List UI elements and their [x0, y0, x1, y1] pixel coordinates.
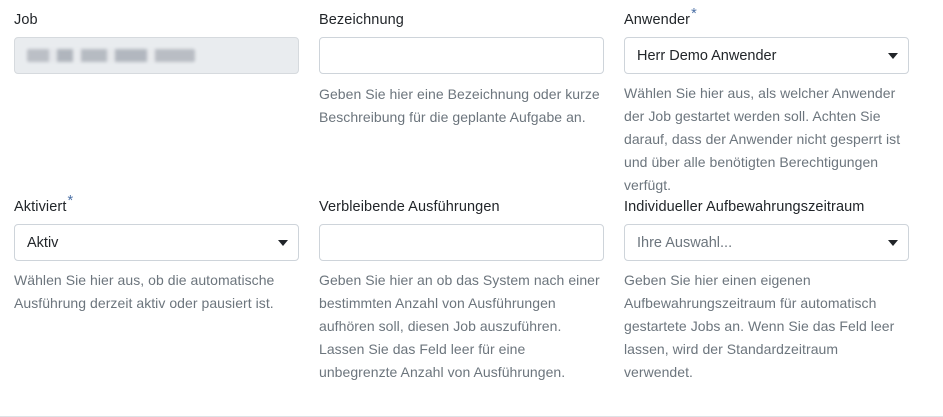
field-group-anwender [624, 6, 929, 197]
verbleibende-ausfuehrungen-input[interactable] [319, 224, 604, 261]
label-verbleibende-ausfuehrungen: Verbleibende Ausführungen [319, 199, 500, 215]
aufbewahrungszeitraum-select[interactable] [624, 224, 909, 261]
chevron-down-icon [278, 240, 288, 246]
help-aktiviert: Wählen Sie hier aus, ob die automatische Ausführung derzeit aktiv oder pausiert ist. [14, 272, 275, 311]
aktiviert-selected-value: Aktiv [27, 234, 59, 251]
chevron-down-icon [888, 53, 898, 59]
label-aufbewahrungszeitraum: Individueller Aufbewahrungszeitraum [624, 199, 865, 215]
required-marker-aktiviert: * [67, 193, 74, 210]
field-group-aktiviert [14, 193, 319, 384]
label-anwender [624, 6, 929, 30]
help-aufbewahrungszeitraum: Geben Sie hier einen eigenen Aufbewahrungszeitraum für automatisch gestartete Jobs an. Wenn Sie das Feld leer lassen, wird der Standardzeitraum verwendet. [624, 272, 895, 380]
form-row-2 [14, 193, 929, 384]
aufbewahrungszeitraum-selected-value: Ihre Auswahl... [637, 234, 733, 251]
anwender-selected-value: Herr Demo Anwender [637, 47, 777, 64]
field-group-verbleibende-ausfuehrungen [319, 197, 624, 384]
redacted-job-value [27, 49, 195, 62]
label-bezeichnung: Bezeichnung [319, 12, 404, 28]
aktiviert-select[interactable] [14, 224, 299, 261]
required-marker-anwender: * [691, 6, 697, 23]
field-group-job [14, 10, 319, 197]
chevron-down-icon [888, 240, 898, 246]
form-row-1 [14, 6, 929, 197]
label-anwender-text: Anwender [624, 12, 691, 28]
bezeichnung-input[interactable] [319, 37, 604, 74]
field-group-bezeichnung [319, 10, 624, 197]
help-bezeichnung: Geben Sie hier eine Bezeichnung oder kurze Beschreibung für die geplante Aufgabe an. [319, 86, 600, 125]
label-aktiviert-text: Aktiviert [14, 199, 67, 215]
help-verbleibende-ausfuehrungen: Geben Sie hier an ob das System nach einer bestimmten Anzahl von Ausführungen aufhören soll, diesen Job auszuführen. Lassen Sie das Feld leer für eine unbegrenzte Anzahl von Ausführungen. [319, 272, 600, 380]
label-job: Job [14, 12, 38, 28]
field-group-aufbewahrungszeitraum [624, 197, 929, 384]
label-aktiviert [14, 193, 299, 217]
anwender-select[interactable] [624, 37, 909, 74]
help-anwender: Wählen Sie hier aus, als welcher Anwender der Job gestartet werden soll. Achten Sie darauf, dass der Anwender nicht gesperrt ist und über alle benötigten Berechtigungen verfügt. [624, 85, 901, 193]
job-readonly-field [14, 37, 299, 74]
